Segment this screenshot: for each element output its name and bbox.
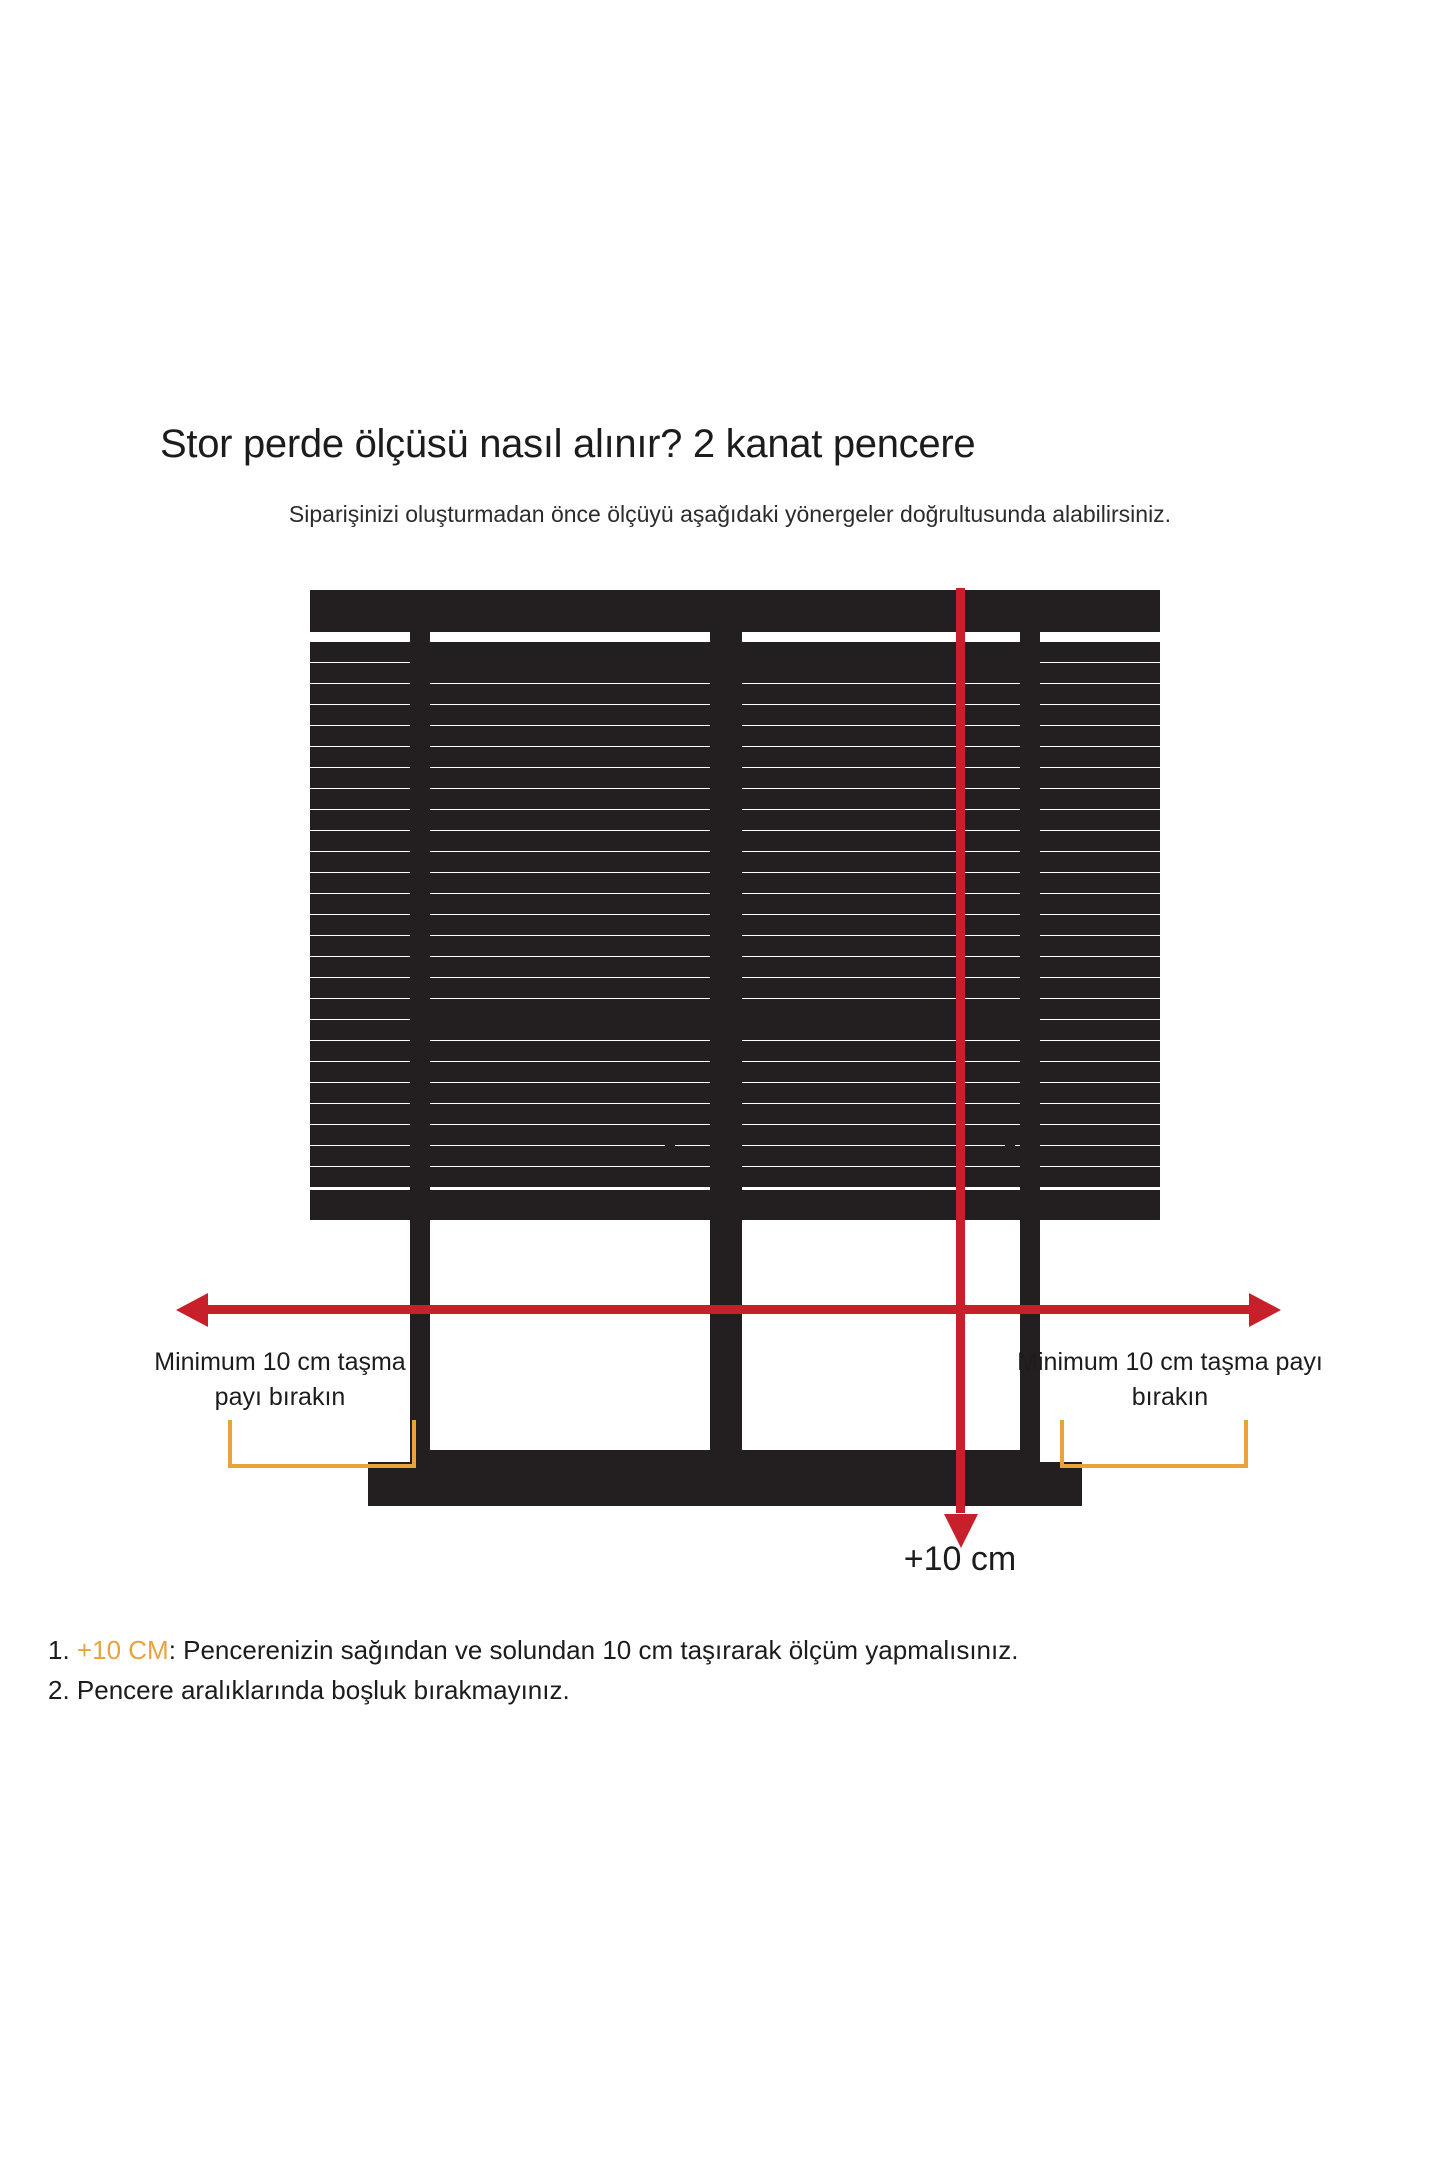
blind-slat xyxy=(310,852,1160,872)
blind-slat xyxy=(310,663,1160,683)
note-1-number: 1. xyxy=(48,1635,70,1665)
blind-slat xyxy=(310,1167,1160,1187)
blind-bottom-rail xyxy=(310,1190,1160,1220)
instruction-notes xyxy=(48,1630,1398,1711)
blind-slat xyxy=(310,1125,1160,1145)
blind-slat xyxy=(310,789,1160,809)
page-subtitle: Siparişinizi oluşturmadan önce ölçüyü aşağıdaki yönergeler doğrultusunda alabilirsiniz. xyxy=(288,501,1172,527)
blind-slat xyxy=(310,957,1160,977)
bracket-left xyxy=(228,1420,416,1468)
blind-slat xyxy=(310,1104,1160,1124)
vertical-drop-arrow xyxy=(940,588,980,1548)
label-left-overhang: Minimum 10 cm taşma payı bırakın xyxy=(154,1348,406,1411)
blind-headrail xyxy=(310,590,1160,632)
blind-slat xyxy=(310,747,1160,767)
blind-slat xyxy=(310,978,1160,998)
blind-slat xyxy=(310,810,1160,830)
label-right-overhang: Minimum 10 cm taşma payı bırakın xyxy=(1017,1348,1323,1411)
horizontal-width-arrow xyxy=(176,1290,1281,1330)
note-1-text: : Pencerenizin sağından ve solundan 10 cm taşırarak ölçüm yapmalısınız. xyxy=(168,1635,1019,1665)
bracket-right xyxy=(1060,1420,1248,1468)
blind-slat xyxy=(310,1083,1160,1103)
blind-slat xyxy=(310,999,1160,1019)
arrow-bar-horizontal xyxy=(204,1305,1253,1314)
note-item-2: 2. Pencere aralıklarında boşluk bırakmayınız. xyxy=(48,1675,570,1706)
arrow-bar-vertical xyxy=(956,588,965,1513)
blind-slat xyxy=(310,831,1160,851)
blind-slat xyxy=(310,642,1160,662)
blind-slat xyxy=(310,1041,1160,1061)
blind-slat xyxy=(310,915,1160,935)
arrow-head-right-icon xyxy=(1249,1293,1281,1327)
label-bottom-drop: +10 cm xyxy=(903,1540,1017,1578)
blind-slat xyxy=(310,873,1160,893)
blind-slat xyxy=(310,1146,1160,1166)
blind-slat xyxy=(310,1020,1160,1040)
blind-slat xyxy=(310,936,1160,956)
blind-slat xyxy=(310,684,1160,704)
blind-slat xyxy=(310,726,1160,746)
blind-slat xyxy=(310,768,1160,788)
page-title: Stor perde ölçüsü nasıl alınır? 2 kanat pencere xyxy=(160,421,976,466)
note-item-1 xyxy=(48,1630,1398,1670)
blind-slat xyxy=(310,705,1160,725)
blind-slat xyxy=(310,1062,1160,1082)
blind-slat xyxy=(310,894,1160,914)
note-1-accent: +10 CM xyxy=(76,1635,169,1665)
